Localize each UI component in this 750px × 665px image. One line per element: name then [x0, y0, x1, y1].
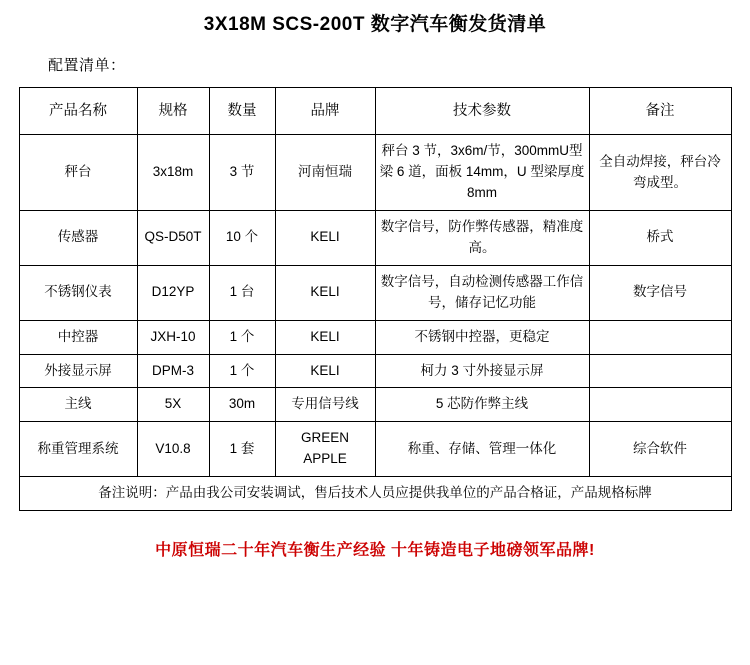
cell-brand: 专用信号线 — [275, 388, 375, 422]
cell-remark — [589, 320, 731, 354]
cell-qty: 1 套 — [209, 422, 275, 477]
column-header-spec: 规格 — [137, 87, 209, 134]
spec-table — [19, 87, 732, 511]
cell-spec: V10.8 — [137, 422, 209, 477]
cell-brand: KELI — [275, 210, 375, 265]
table-row — [19, 265, 731, 320]
cell-param: 数字信号，自动检测传感器工作信号，储存记忆功能 — [375, 265, 589, 320]
cell-product-name: 传感器 — [19, 210, 137, 265]
cell-param: 称重、存储、管理一体化 — [375, 422, 589, 477]
cell-remark — [589, 388, 731, 422]
note-text: 备注说明：产品由我公司安装调试，售后技术人员应提供我单位的产品合格证，产品规格标牌 — [19, 477, 731, 511]
cell-qty: 1 个 — [209, 354, 275, 388]
column-header-qty: 数量 — [209, 87, 275, 134]
cell-remark: 数字信号 — [589, 265, 731, 320]
table-header-row — [19, 87, 731, 134]
cell-qty: 1 个 — [209, 320, 275, 354]
cell-product-name: 中控器 — [19, 320, 137, 354]
column-header-name: 产品名称 — [19, 87, 137, 134]
cell-brand: KELI — [275, 354, 375, 388]
cell-spec: DPM-3 — [137, 354, 209, 388]
table-note-row — [19, 477, 731, 511]
table-row — [19, 135, 731, 211]
cell-product-name: 称重管理系统 — [19, 422, 137, 477]
cell-qty: 3 节 — [209, 135, 275, 211]
table-row — [19, 422, 731, 477]
cell-qty: 1 台 — [209, 265, 275, 320]
column-header-brand: 品牌 — [275, 87, 375, 134]
cell-qty: 10 个 — [209, 210, 275, 265]
cell-remark: 综合软件 — [589, 422, 731, 477]
cell-spec: D12YP — [137, 265, 209, 320]
cell-remark: 全自动焊接，秤台冷弯成型。 — [589, 135, 731, 211]
column-header-remark: 备注 — [589, 87, 731, 134]
cell-param: 5 芯防作弊主线 — [375, 388, 589, 422]
cell-param: 数字信号，防作弊传感器，精准度高。 — [375, 210, 589, 265]
cell-qty: 30m — [209, 388, 275, 422]
cell-product-name: 外接显示屏 — [19, 354, 137, 388]
cell-remark: 桥式 — [589, 210, 731, 265]
cell-spec: QS-D50T — [137, 210, 209, 265]
table-row — [19, 354, 731, 388]
cell-spec: JXH-10 — [137, 320, 209, 354]
cell-product-name: 主线 — [19, 388, 137, 422]
cell-product-name: 秤台 — [19, 135, 137, 211]
cell-brand: 河南恒瑞 — [275, 135, 375, 211]
cell-param: 不锈钢中控器，更稳定 — [375, 320, 589, 354]
table-row — [19, 210, 731, 265]
cell-remark — [589, 354, 731, 388]
cell-product-name: 不锈钢仪表 — [19, 265, 137, 320]
cell-brand: KELI — [275, 320, 375, 354]
cell-brand: GREEN APPLE — [275, 422, 375, 477]
cell-spec: 3x18m — [137, 135, 209, 211]
cell-param: 秤台 3 节，3x6m/节，300mmU型梁 6 道，面板 14mm，U 型梁厚度 8mm — [375, 135, 589, 211]
page-title: 3X18M SCS-200T 数字汽车衡发货清单 — [203, 14, 547, 35]
cell-brand: KELI — [275, 265, 375, 320]
footer-slogan: 中原恒瑞二十年汽车衡生产经验 十年铸造电子地磅领军品牌! — [155, 542, 595, 560]
table-row — [19, 388, 731, 422]
cell-spec: 5X — [137, 388, 209, 422]
column-header-param: 技术参数 — [375, 87, 589, 134]
table-row — [19, 320, 731, 354]
cell-param: 柯力 3 寸外接显示屏 — [375, 354, 589, 388]
config-list-label: 配置清单： — [48, 56, 126, 74]
